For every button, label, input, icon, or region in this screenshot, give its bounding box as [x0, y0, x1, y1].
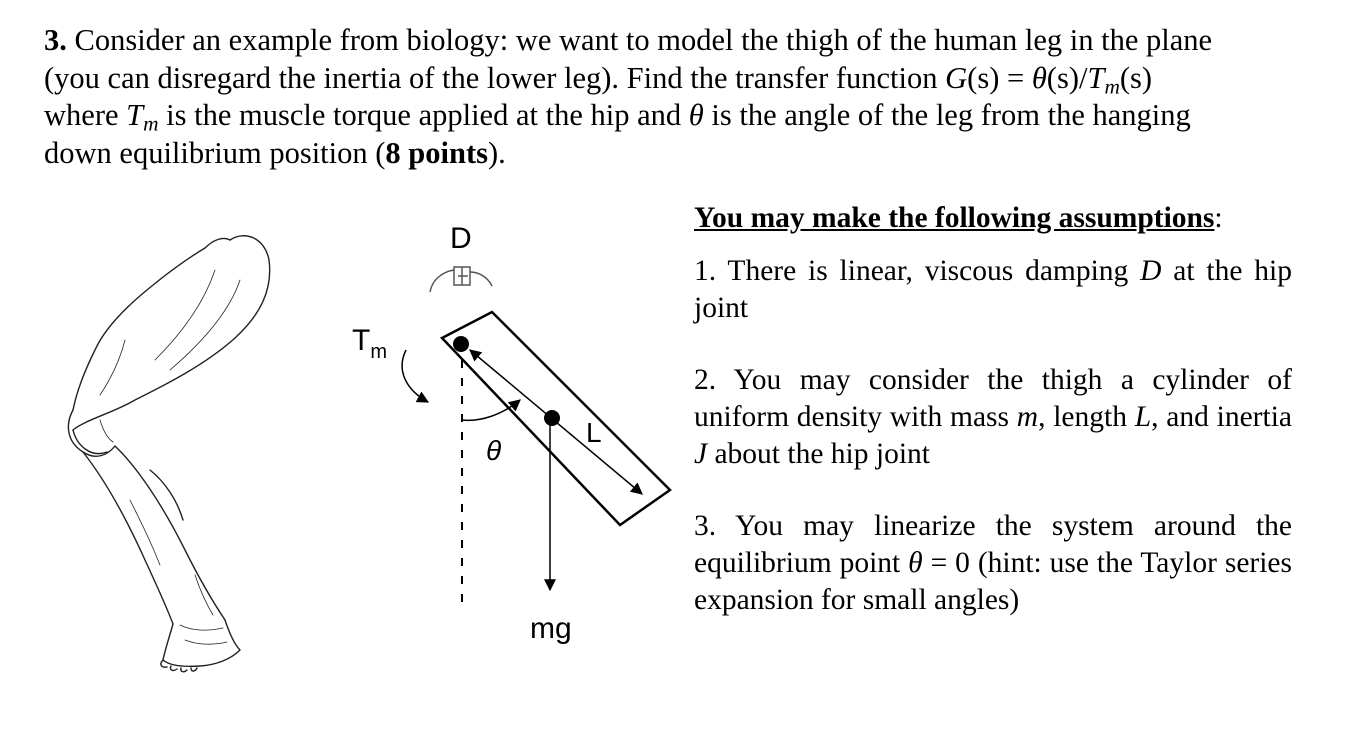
problem-statement: [44, 22, 1324, 172]
transfer-function: $G(s) = \theta(s)/T_m(s)$: [945, 60, 1153, 98]
torque-arc: [402, 350, 428, 402]
theta-label: θ: [486, 435, 502, 466]
assumption-1: 1. There is linear, viscous damping D at the hip joint: [694, 255, 1292, 324]
hip-pivot: [453, 336, 469, 352]
length-label: L: [586, 417, 602, 448]
assumptions-panel: [694, 200, 1292, 654]
mg-label: mg: [530, 612, 572, 645]
assumption-2: 2. You may consider the thigh a cylinder of uniform density with mass m, length L, and inertia J about the hip joint: [694, 364, 1292, 470]
damping-label: D: [450, 222, 472, 255]
problem-line-2: (you can disregard the inertia of the lower leg). Find the transfer function $G(s) = \theta(s)/T_m(s)$: [44, 60, 1153, 98]
leg-illustration: [55, 220, 295, 680]
problem-line-1: 3. Consider an example from biology: we want to model the thigh of the human leg in the plane: [44, 23, 1213, 57]
thigh-model-diagram: [330, 210, 690, 660]
problem-line-4: down equilibrium position (8 points).: [44, 135, 506, 170]
center-of-mass: [544, 410, 560, 426]
points-label: 8 points: [385, 135, 488, 170]
assumptions-heading: You may make the following assumptions:: [694, 202, 1223, 234]
assumption-3: 3. You may linearize the system around the equilibrium point θ = 0 (hint: use the Taylor series expansion for small angles): [694, 510, 1293, 616]
torque-label: $T_m$: [352, 324, 387, 363]
damper-symbol: [430, 267, 492, 292]
problem-number: 3.: [44, 23, 67, 57]
problem-line-3: where $T_m$ is the muscle torque applied at the hip and θ is the angle of the leg from the hanging: [44, 98, 1191, 136]
